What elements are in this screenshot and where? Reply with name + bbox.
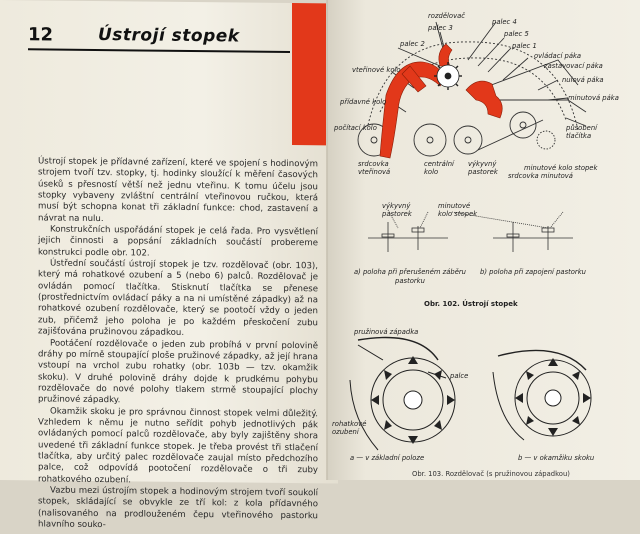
label-srdcovka-vterinova: srdcovka vteřinová xyxy=(358,160,391,176)
paragraph: Konstrukčních uspořádání stopek je celá řada. Pro vysvětlení jejich činnosti a popsání základních součástí probereme konstrukci podle obr. 102. xyxy=(38,224,318,259)
label-palec-3: palec 3 xyxy=(428,24,453,32)
paragraph: Okamžik skoku je pro správnou činnost stopek velmi důležitý. Vzhledem k němu je nutno seřídit pohyb jednotlivých pák ovládaných pomocí palců rozdělovače, aby byly zajištěny shora uvedené tři základní funkce stopek. Je třeba provést tři stlačení tlačítka, aby určitý palec rozdělovače zaujal místo předchozího palce, což odpovídá pootočení rozdělovače o tři zuby rohatkového ozubení. xyxy=(38,406,318,485)
label-srdcovka-minutova: srdcovka minutová xyxy=(508,172,573,180)
label-minutove-kolo-small: minutové kolo stopek xyxy=(438,202,478,218)
label-palec-2: palec 2 xyxy=(400,40,425,48)
label-palce: palce xyxy=(450,372,469,380)
label-pruzinova-zapadka: pružinová západka xyxy=(354,328,419,336)
label-zastavovaci-paka: zastavovací páka xyxy=(544,62,603,70)
label-palec-5: palec 5 xyxy=(504,30,529,38)
paragraph: Ústrojí stopek je přídavné zařízení, které ve spojení s hodinovým strojem tvoří tzv. stopky, tj. hodinky sloužící k měření časových úseků s přesností větší než jednu vteřinu. K tomu účelu jsou stopky vybaveny zvláštní centrální vteřinovou ručkou, která musí být schopna konat tři základní funkce: chod, zastavení a návrat na nulu. xyxy=(38,156,318,224)
paragraph: Pootáčení rozdělovače o jeden zub probíhá v první polovině dráhy po mírně stoupající ploše pružinové západky, až její hrana vstoupí na vrchol zubu rohatky (obr. 103b — tzv. okamžik skoku). V druhé polovině dráhy dojde k prudkému pohybu rozdělovače do nové polohy tlakem strmě stoupající plochy pružinové západky. xyxy=(38,338,318,406)
label-ovladaci-paka: ovládací páka xyxy=(534,52,582,60)
label-pocitaci-kolo: počítací kolo xyxy=(334,124,377,132)
label-minutova-paka: minutová páka xyxy=(568,94,619,102)
label-pridavne-kolo: přídavné kolo xyxy=(340,98,387,106)
label-minutove-kolo-stopek: minutové kolo stopek xyxy=(524,164,598,172)
paragraph: Ústřední součástí ústrojí stopek je tzv. rozdělovač (obr. 103), který má rohatkové ozubení a 5 (nebo 6) palců. Rozdělovač je ovládán pomocí tlačítka. Stisknutí tlačítka se přenese (prostřednictvím ovládací páky a na ni umístěné západky) až na rohatkové ozubení rozdělovače, který se pootočí vždy o jeden zub, přičemž jeho poloha je po každém přeskočení zubu zajišťována pružinovou západkou. xyxy=(38,258,318,339)
paragraph: Vazbu mezi ústrojím stopek a hodinovým strojem tvoří soukolí stopek, skládající se obvykle ze tří kol: z kola přídavného (nalisovaného na prodlouženém čepu vteřinového pastorku hlavního souko- xyxy=(38,485,318,531)
body-text xyxy=(38,156,318,533)
label-palec-1: palec 1 xyxy=(512,42,537,50)
subcaption-b: b) poloha při zapojení pastorku xyxy=(480,268,586,276)
label-vykyvny-pastorek-small: výkyvný pastorek xyxy=(382,202,412,218)
label-centralni-kolo: centrální kolo xyxy=(424,160,454,176)
chapter-title: Ústrojí stopek xyxy=(98,25,240,47)
figure-102-caption: Obr. 102. Ústrojí stopek xyxy=(424,300,518,308)
label-palec-4: palec 4 xyxy=(492,18,517,26)
label-vykyvny-pastorek: výkyvný pastorek xyxy=(468,160,498,176)
chapter-edge-marker xyxy=(292,3,326,145)
label-rohatkove-ozubeni: rohatkové ozubení xyxy=(332,420,367,436)
subcaption-103a: a — v základní poloze xyxy=(350,454,425,462)
page-number: 12 xyxy=(28,24,54,46)
subcaption-a: a) poloha při přerušeném záběru pastorku xyxy=(353,268,466,285)
figure-103-caption: Obr. 103. Rozdělovač (s pružinovou západkou) xyxy=(412,470,570,478)
label-vterinove-kolo: vteřinové kolo xyxy=(352,66,401,74)
subcaption-103b: b — v okamžiku skoku xyxy=(518,454,595,462)
label-rozdelovac: rozdělovač xyxy=(428,12,465,20)
label-nulova-paka: nulová páka xyxy=(562,76,604,84)
label-tlacitko: působení tlačítka xyxy=(566,124,598,140)
right-page xyxy=(328,0,640,480)
